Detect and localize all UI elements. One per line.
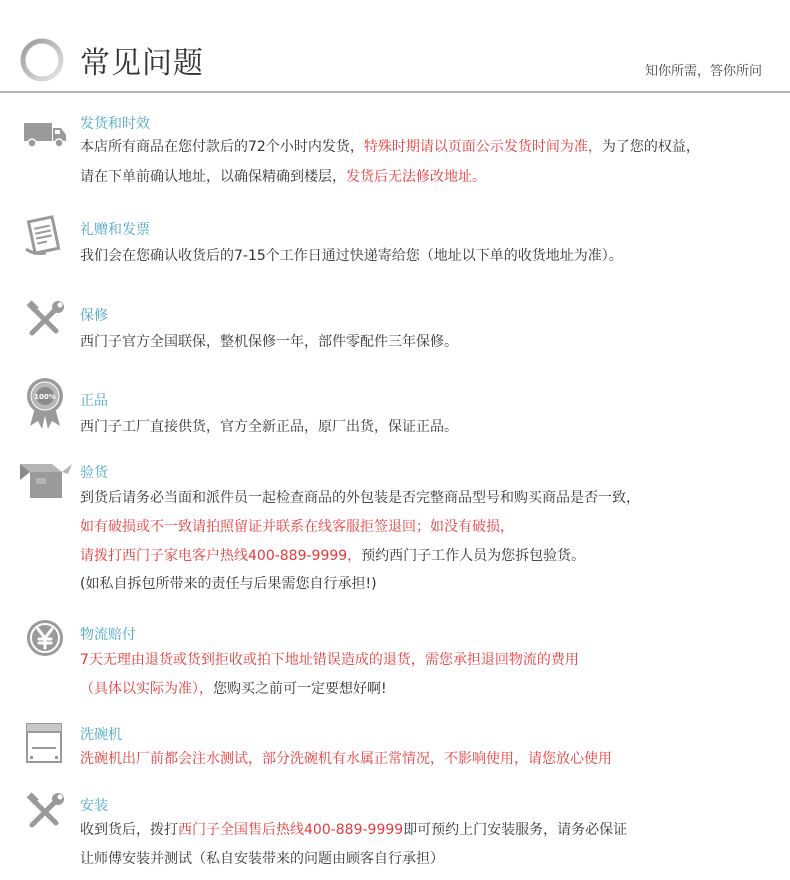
page-tagline: 知你所需，答你所问 xyxy=(644,64,762,79)
ring-logo-icon xyxy=(20,38,64,82)
yen-coin-icon xyxy=(22,618,68,664)
tools-icon xyxy=(22,297,68,343)
truck-icon xyxy=(22,115,68,161)
badge-text: 100% xyxy=(34,393,56,401)
highlight-text: （具体以实际为准）， xyxy=(80,681,213,697)
section-text-line: 西门子工厂直接供货，官方全新正品，原厂出货，保证正品。 xyxy=(80,419,458,435)
guarantee-badge-icon xyxy=(22,376,68,422)
highlight-text: 特殊时期请以页面公示发货时间为准， xyxy=(363,139,602,155)
section-text-line xyxy=(80,167,486,187)
package-icon xyxy=(18,460,74,506)
section-text-line xyxy=(80,679,387,699)
text-segment: 预约西门子工作人员为您拆包验货。 xyxy=(361,548,586,564)
header-divider xyxy=(0,91,790,93)
page-title: 常见问题 xyxy=(80,46,204,81)
page-header xyxy=(0,0,790,90)
section-text-line: 7天无理由退货或货到拒收或拍下地址错误造成的退货，需您承担退回物流的费用 xyxy=(80,652,579,668)
text-segment: 请在下单前确认地址，以确保精确到楼层， xyxy=(80,169,346,185)
tools-icon xyxy=(22,789,68,835)
dishwasher-icon xyxy=(22,722,68,768)
highlight-text: 请拨打西门子家电客户热线400-889-9999， xyxy=(80,548,362,564)
text-segment: 即可预约上门安装服务，请务必保证 xyxy=(403,822,628,838)
text-segment: 您购买之前可一定要想好啊! xyxy=(213,681,387,697)
invoice-icon xyxy=(22,215,68,261)
section-text-line: 如有破损或不一致请拍照留证并联系在线客服拒签退回；如没有破损， xyxy=(80,519,514,535)
section-title: 洗碗机 xyxy=(80,727,122,743)
section-text-line xyxy=(80,820,627,840)
section-text-line: 洗碗机出厂前都会注水测试，部分洗碗机有水属正常情况，不影响使用，请您放心使用 xyxy=(80,751,612,767)
section-text-line: 到货后请务必当面和派件员一起检查商品的外包装是否完整商品型号和购买商品是否一致， xyxy=(80,490,640,506)
text-segment: 本店所有商品在您付款后的72个小时内发货， xyxy=(80,139,364,155)
section-title: 验货 xyxy=(80,465,108,481)
text-segment: 为了您的权益， xyxy=(601,139,700,155)
highlight-text: 西门子全国售后热线400-889-9999 xyxy=(178,822,404,838)
section-text-line: (如私自拆包所带来的责任与后果需您自行承担!) xyxy=(80,576,377,592)
section-title: 物流赔付 xyxy=(80,627,136,643)
section-text-line: 我们会在您确认收货后的7-15个工作日通过快递寄给您（地址以下单的收货地址为准）。 xyxy=(80,248,623,264)
section-title: 安装 xyxy=(80,798,108,814)
section-title: 正品 xyxy=(80,393,108,409)
section-text-line xyxy=(80,137,700,157)
section-title: 礼赠和发票 xyxy=(80,222,150,238)
highlight-text: 发货后无法修改地址。 xyxy=(346,169,486,185)
section-title: 发货和时效 xyxy=(80,116,150,132)
section-text-line: 西门子官方全国联保，整机保修一年，部件零配件三年保修。 xyxy=(80,334,458,350)
section-text-line: 让师傅安装并测试（私自安装带来的问题由顾客自行承担） xyxy=(80,851,444,867)
section-title: 保修 xyxy=(80,308,108,324)
section-text-line xyxy=(80,546,585,566)
text-segment: 收到货后，拨打 xyxy=(80,822,178,838)
